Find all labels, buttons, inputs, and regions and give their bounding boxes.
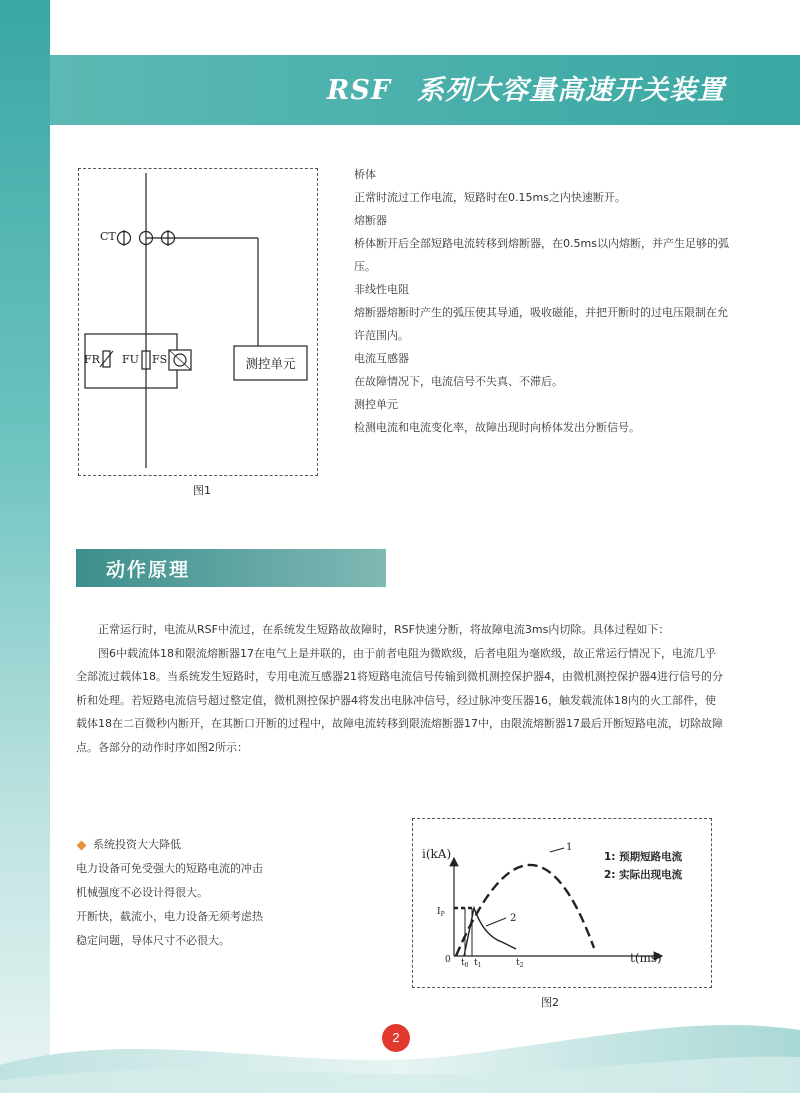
t1-label: t [474, 958, 478, 968]
svg-text:IP [437, 907, 445, 918]
svg-text:t2 [516, 958, 524, 969]
t1-subscript: 1 [477, 962, 482, 969]
svg-text:t1 [474, 958, 481, 969]
curve2-label: 2 [510, 913, 517, 924]
fu-label: FU [122, 353, 139, 366]
ip-label: I [437, 907, 441, 917]
fr-label: FR [84, 353, 100, 366]
figure1-circuit-diagram [78, 168, 318, 476]
t2-subscript: 2 [519, 962, 524, 969]
x-axis-label: t(ms) [630, 951, 662, 965]
def-term: 桥体 [354, 168, 376, 181]
t0-label: t [461, 958, 465, 968]
y-axis-label: i(kA) [422, 847, 452, 861]
def-desc: 熔断器熔断时产生的弧压使其导通，吸收磁能，并把开断时的过电压限制在允许范围内。 [354, 306, 728, 342]
control-unit-label: 测控单元 [245, 356, 296, 371]
benefit-line: 机械强度不必设计得很大。 [76, 886, 208, 899]
legend-item: 1: 预期短路电流 [604, 851, 683, 863]
section-header-bar [76, 549, 386, 587]
def-desc: 桥体断开后全部短路电流转移到熔断器，在0.5ms以内熔断，并产生足够的弧压。 [354, 237, 729, 273]
figure2-caption: 图2 [541, 996, 559, 1009]
ip-subscript: P [440, 911, 445, 918]
title-text: 系列大容量高速开关装置 [417, 75, 725, 106]
def-term: 测控单元 [354, 398, 398, 411]
figure2-current-timing-graph [412, 818, 712, 988]
fs-label: FS [152, 353, 168, 366]
t2-label: t [516, 958, 520, 968]
curve1-label: 1 [566, 842, 573, 853]
page-title [327, 68, 725, 107]
benefit-line: 稳定问题，导体尺寸不必很大。 [76, 934, 230, 947]
legend-item: 2: 实际出现电流 [604, 869, 683, 881]
page-number-badge: 2 [382, 1024, 410, 1052]
diamond-bullet-icon [77, 840, 87, 850]
body-text [76, 618, 726, 759]
benefit-heading: 系统投资大大降低 [93, 838, 181, 851]
def-desc: 正常时流过工作电流，短路时在0.15ms之内快速断开。 [354, 191, 626, 204]
def-term: 电流互感器 [354, 352, 409, 365]
t0-subscript: 0 [464, 962, 469, 969]
section-title: 动作原理 [106, 559, 191, 581]
svg-text:t0 [461, 958, 469, 969]
origin-label: 0 [445, 955, 451, 965]
def-desc: 检测电流和电流变化率，故障出现时向桥体发出分断信号。 [354, 421, 640, 434]
body-paragraph: 图6中载流体18和限流熔断器17在电气上是并联的，由于前者电阻为微欧级，后者电阻为毫欧级，故正常运行情况下，电流几乎全部流过载体18。当系统发生短路时，专用电流互感器21将短路电流信号传输到微机测控保护器4，由微机测控保护器4进行信号的分析和处理。若短路电流信号超过整定值，微机测控保护器4将发出电脉冲信号，经过脉冲变压器16，触发载流体18内的火工部件，使载体18在二百微秒内断开，在其断口开断的过程中，故障电流转移到限流熔断器17中，由限流熔断器17最后开断短路电流，切除故障点。各部分的动作时序如图2所示： [76, 646, 723, 754]
def-term: 非线性电阻 [354, 283, 409, 296]
def-term: 熔断器 [354, 214, 387, 227]
benefit-line: 开断快，截流小，电力设备无须考虑热 [76, 910, 263, 923]
benefit-line: 电力设备可免受强大的短路电流的冲击 [76, 862, 263, 875]
def-desc: 在故障情况下，电流信号不失真、不滞后。 [354, 375, 563, 388]
figure1-caption: 图1 [193, 484, 211, 497]
curve-prospective-current [456, 865, 594, 956]
component-definitions [354, 163, 734, 439]
body-paragraph: 正常运行时，电流从RSF中流过，在系统发生短路故故障时，RSF快速分断，将故障电流3ms内切除。具体过程如下： [98, 623, 670, 636]
header-band [50, 55, 800, 125]
benefit-list [76, 833, 316, 953]
ct-label: CT [100, 230, 116, 243]
brand-name: RSF [326, 75, 391, 106]
left-decor-strip [0, 0, 50, 1093]
